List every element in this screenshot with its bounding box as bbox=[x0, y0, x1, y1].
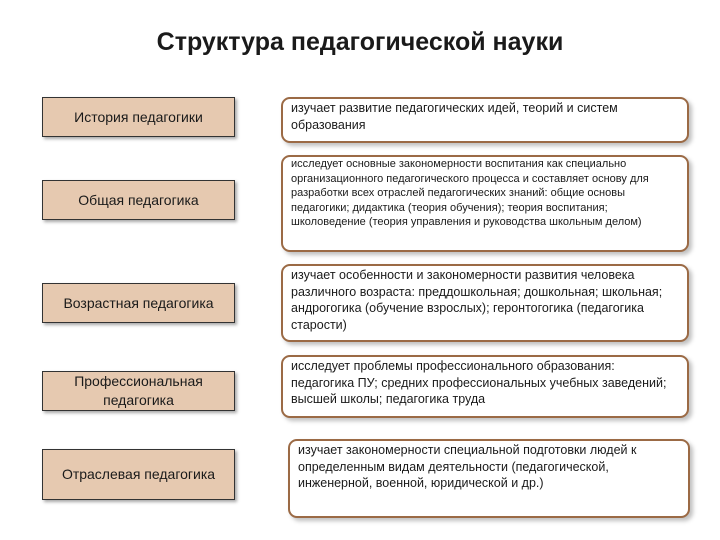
branch-history: История педагогики bbox=[42, 97, 235, 137]
description-sectoral: изучает закономерности специальной подготовки людей к определенным видам деятельности (педагогической, инженерной, военной, юридической и др.) bbox=[288, 439, 690, 518]
description-professional: исследует проблемы профессионального образования: педагогика ПУ; средних профессиональных учебных заведений; высшей школы; педагогика труда bbox=[281, 355, 689, 418]
diagram-title: Структура педагогической науки bbox=[156, 28, 564, 56]
branch-professional: Профессиональная педагогика bbox=[42, 371, 235, 411]
description-age: изучает особенности и закономерности развития человека различного возраста: преддошкольная; дошкольная; школьная; андрогогика (обучение взрослых); геронтогогика (педагогика старости) bbox=[281, 264, 689, 342]
description-general: исследует основные закономерности воспитания как специально организационного педагогического процесса и составляет основу для разработки всех отраслей педагогических знаний: общие основы педагогики; дидактика (теория обучения); теория воспитания; школоведение (теория управления и руководства школьным делом) bbox=[281, 155, 689, 252]
branch-age: Возрастная педагогика bbox=[42, 283, 235, 323]
description-history: изучает развитие педагогических идей, теорий и систем образования bbox=[281, 97, 689, 143]
branch-general: Общая педагогика bbox=[42, 180, 235, 220]
branch-sectoral: Отраслевая педагогика bbox=[42, 449, 235, 500]
